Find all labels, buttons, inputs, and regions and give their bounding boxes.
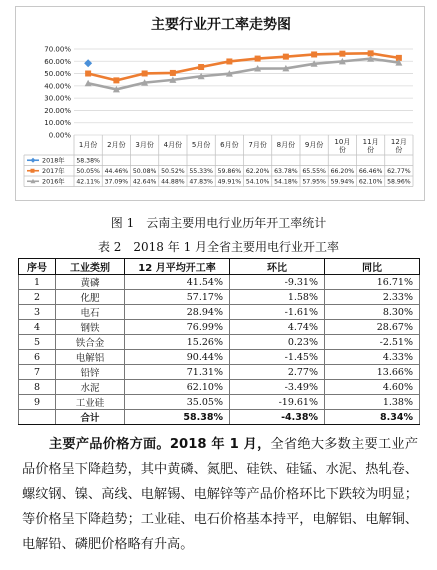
cell-category: 铅锌 xyxy=(56,365,125,380)
cell-mom: 0.23% xyxy=(230,335,325,350)
x-tick-label: 9月份 xyxy=(304,141,324,149)
cell-yoy: 4.60% xyxy=(325,380,420,395)
data-point xyxy=(113,77,119,83)
x-tick-label: 3月份 xyxy=(135,141,154,149)
data-label: 50.05% xyxy=(76,167,100,175)
x-tick-label-top: 12月 xyxy=(390,138,407,146)
data-table xyxy=(18,258,420,425)
header-mom: 环比 xyxy=(230,259,325,275)
data-label: 49.91% xyxy=(217,178,242,186)
series-name: 2017年 xyxy=(42,167,65,176)
cell-mom: -1.45% xyxy=(230,350,325,365)
cell-category: 铁合金 xyxy=(56,335,125,350)
table-header-row xyxy=(19,259,420,275)
cell-avg-rate: 57.17% xyxy=(125,290,230,305)
cell-category: 化肥 xyxy=(56,290,125,305)
total-avg-rate: 58.38% xyxy=(125,410,230,425)
y-tick-label: 20.00% xyxy=(44,106,71,115)
cell-avg-rate: 35.05% xyxy=(125,395,230,410)
cell-avg-rate: 41.54% xyxy=(125,275,230,290)
x-tick-label: 7月份 xyxy=(248,141,267,149)
cell-category: 钢铁 xyxy=(56,320,125,335)
header-category: 工业类别 xyxy=(56,259,125,275)
data-label: 54.18% xyxy=(274,178,298,186)
data-label: 59.94% xyxy=(330,178,355,186)
cell-avg-rate: 71.31% xyxy=(125,365,230,380)
body-lead: 主要产品价格方面。2018 年 1 月， xyxy=(49,437,271,452)
y-tick-label: 10.00% xyxy=(44,119,71,128)
table-row xyxy=(19,380,420,395)
data-point xyxy=(339,51,345,57)
data-label: 47.83% xyxy=(189,178,213,186)
cell-yoy: 8.30% xyxy=(325,305,420,320)
data-point xyxy=(142,70,148,76)
data-label: 58.96% xyxy=(387,178,411,186)
table-row xyxy=(19,320,420,335)
cell-category: 工业硅 xyxy=(56,395,125,410)
data-label: 65.55% xyxy=(302,167,326,175)
data-label: 58.38% xyxy=(76,157,100,165)
x-tick-label: 5月份 xyxy=(191,141,211,149)
series-line xyxy=(88,59,399,90)
data-point xyxy=(84,59,92,67)
y-tick-label: 70.00% xyxy=(44,45,71,54)
cell-yoy: 28.67% xyxy=(325,320,420,335)
data-label: 66.20% xyxy=(330,167,355,175)
data-label: 42.11% xyxy=(76,178,100,186)
table-row xyxy=(19,335,420,350)
cell-category: 电解铝 xyxy=(56,350,125,365)
data-label: 57.95% xyxy=(302,178,326,186)
cell-mom: 1.58% xyxy=(230,290,325,305)
data-label: 59.86% xyxy=(217,167,242,175)
cell-avg-rate: 15.26% xyxy=(125,335,230,350)
x-tick-label: 1月份 xyxy=(78,141,98,149)
body-text: 全省绝大多数主要工业产品价格呈下降趋势，其中黄磷、氮肥、硅铁、硅锰、水泥、热轧卷、螺纹钢、镍、高线、电解锡、电解锌等产品价格环比下跌较为明显；等价格呈下降趋势；工业硅、电石价格基本持平，电解铝、电解铜、电解铅、磷肥价格略有升高。 xyxy=(22,437,419,552)
chart-frame xyxy=(15,6,425,201)
cell-avg-rate: 90.44% xyxy=(125,350,230,365)
table-caption: 表 2 2018 年 1 月全省主要用电行业开工率 xyxy=(97,240,340,254)
series-line xyxy=(88,53,399,80)
data-point xyxy=(170,70,176,76)
cell-category: 水泥 xyxy=(56,380,125,395)
chart-title: 主要行业开工率走势图 xyxy=(151,17,291,33)
data-label: 62.20% xyxy=(245,167,270,175)
data-label: 62.10% xyxy=(358,178,383,186)
header-index: 序号 xyxy=(19,259,56,275)
data-label: 55.33% xyxy=(189,167,213,175)
cell-mom: 2.77% xyxy=(230,365,325,380)
cell-yoy: 2.33% xyxy=(325,290,420,305)
series-name: 2018年 xyxy=(42,156,65,165)
y-tick-label: 60.00% xyxy=(44,57,71,66)
cell-mom: -9.31% xyxy=(230,275,325,290)
header-avg-rate: 12 月平均开工率 xyxy=(125,259,230,275)
cell-index: 4 xyxy=(19,320,56,335)
table-total-row xyxy=(19,410,420,425)
cell-mom: -3.49% xyxy=(230,380,325,395)
cell-yoy: 13.66% xyxy=(325,365,420,380)
data-label: 44.46% xyxy=(104,167,129,175)
table-row xyxy=(19,275,420,290)
data-label: 63.78% xyxy=(274,167,298,175)
cell-avg-rate: 62.10% xyxy=(125,380,230,395)
cell-category: 黄磷 xyxy=(56,275,125,290)
table-body xyxy=(19,275,420,425)
legend-marker xyxy=(31,158,36,163)
cell-yoy: 16.71% xyxy=(325,275,420,290)
data-label: 66.46% xyxy=(358,167,383,175)
table-row xyxy=(19,290,420,305)
total-index xyxy=(19,410,56,425)
x-tick-label-bottom: 份 xyxy=(367,146,375,154)
cell-yoy: 1.38% xyxy=(325,395,420,410)
data-label: 42.64% xyxy=(132,178,157,186)
total-yoy: 8.34% xyxy=(325,410,420,425)
line-chart xyxy=(16,7,426,202)
y-tick-label: 30.00% xyxy=(44,94,71,103)
data-label: 37.09% xyxy=(104,178,129,186)
cell-index: 6 xyxy=(19,350,56,365)
total-mom: -4.38% xyxy=(230,410,325,425)
x-tick-label-bottom: 份 xyxy=(395,146,403,154)
y-tick-label: 0.00% xyxy=(48,131,71,140)
data-label: 50.08% xyxy=(132,167,157,175)
data-point xyxy=(198,64,204,70)
cell-index: 9 xyxy=(19,395,56,410)
cell-category: 电石 xyxy=(56,305,125,320)
cell-avg-rate: 28.94% xyxy=(125,305,230,320)
x-tick-label: 2月份 xyxy=(107,141,126,149)
data-point xyxy=(226,58,232,64)
cell-index: 8 xyxy=(19,380,56,395)
y-tick-label: 40.00% xyxy=(44,82,71,91)
cell-index: 5 xyxy=(19,335,56,350)
cell-index: 2 xyxy=(19,290,56,305)
data-label: 50.52% xyxy=(161,167,185,175)
x-tick-label-bottom: 份 xyxy=(338,146,346,154)
data-label: 62.77% xyxy=(387,167,411,175)
cell-yoy: -2.51% xyxy=(325,335,420,350)
header-yoy: 同比 xyxy=(325,259,420,275)
cell-index: 7 xyxy=(19,365,56,380)
x-tick-label-top: 11月 xyxy=(362,138,379,146)
cell-mom: -19.61% xyxy=(230,395,325,410)
cell-avg-rate: 76.99% xyxy=(125,320,230,335)
x-tick-label: 6月份 xyxy=(220,141,239,149)
data-point xyxy=(283,54,289,60)
table-row xyxy=(19,365,420,380)
body-paragraph xyxy=(22,432,418,557)
data-label: 54.10% xyxy=(245,178,270,186)
table-row xyxy=(19,350,420,365)
data-point xyxy=(255,56,261,62)
cell-index: 3 xyxy=(19,305,56,320)
data-point xyxy=(311,51,317,57)
legend-marker xyxy=(31,169,35,173)
x-tick-label-top: 10月 xyxy=(334,138,351,146)
data-label: 44.88% xyxy=(161,178,185,186)
y-tick-label: 50.00% xyxy=(44,70,71,79)
table-row xyxy=(19,305,420,320)
x-tick-label: 4月份 xyxy=(163,141,183,149)
cell-yoy: 4.33% xyxy=(325,350,420,365)
cell-index: 1 xyxy=(19,275,56,290)
total-label: 合计 xyxy=(56,410,125,425)
table-row xyxy=(19,395,420,410)
cell-mom: 4.74% xyxy=(230,320,325,335)
data-point xyxy=(85,71,91,77)
series-name: 2016年 xyxy=(42,177,65,186)
figure-caption: 图 1 云南主要用电行业历年开工率统计 xyxy=(110,216,327,230)
cell-mom: -1.61% xyxy=(230,305,325,320)
x-tick-label: 8月份 xyxy=(276,141,296,149)
